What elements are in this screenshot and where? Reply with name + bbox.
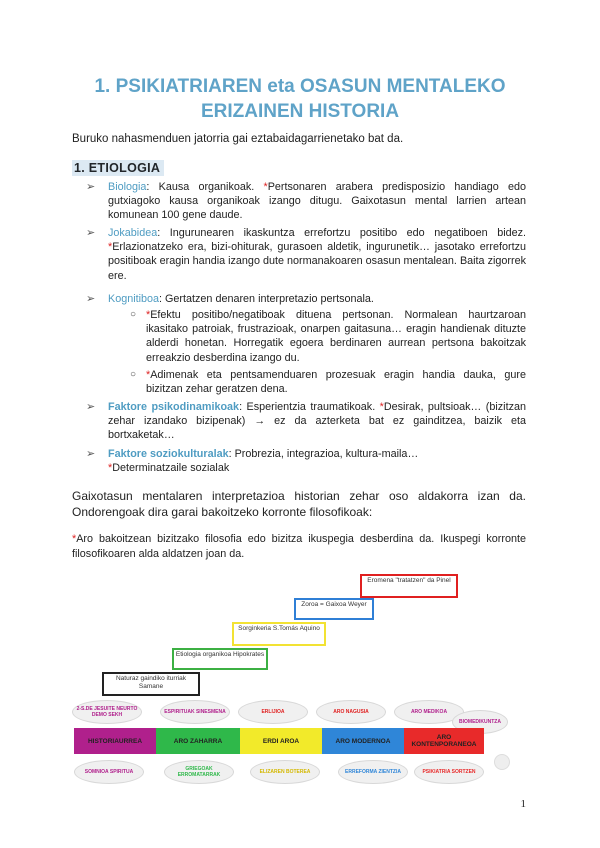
top-oval: ARO NAGUSIA xyxy=(316,700,386,724)
top-oval: ESPIRITUAK SINESMENA xyxy=(160,700,230,724)
bullet-text: : Gertatzen denaren interpretazio pertsonala. xyxy=(159,293,374,305)
arrow-bullet-icon: ➢ xyxy=(86,448,96,460)
top-oval: BIOMEDIKUNTZA xyxy=(452,710,508,734)
history-timeline-diagram xyxy=(60,572,540,787)
era-middle-ages: ERDI AROA xyxy=(240,728,322,754)
bullet-term: Kognitiboa xyxy=(108,293,160,305)
bullet-soziokulturalak xyxy=(86,447,526,475)
intro-text: Buruko nahasmenduen jatorria gai eztabaidagarrienetako bat da. xyxy=(72,133,404,145)
bullet-note: Pertsonaren arabera predisposizio handiago edo gutxiagoko kausa organikoak izango ditugu. Gaixotasun mental larrien artean komunean 100 gene daude. xyxy=(108,181,527,222)
bullet-term: Faktore soziokulturalak xyxy=(108,448,229,460)
bullet-psikodinamikoak xyxy=(86,400,526,443)
bullet-jokabidea xyxy=(86,226,526,283)
bottom-oval: ERREFORMA ZIENTZIA xyxy=(338,760,408,784)
arrow-bullet-icon: ➢ xyxy=(86,401,96,413)
bullet-star: * xyxy=(263,181,268,193)
sub-bullet-2 xyxy=(130,368,526,396)
arrow-bullet-icon: ➢ xyxy=(86,181,96,193)
era-prehistory: HISTORIAURREA xyxy=(74,728,156,754)
era-ancient: ARO ZAHARRA xyxy=(156,728,240,754)
sub-text: Adimenak eta pentsamenduaren prozesuak eragin handia dauka, gure bizitzan zehar geratzen dena. xyxy=(146,369,526,396)
bullet-kognitiboa xyxy=(86,292,526,306)
page-number: 1 xyxy=(520,798,526,810)
era-band xyxy=(74,728,484,754)
paragraph-text: Aro bakoitzean bizitzako filosofia edo bizitza ikuspegia desberdina da. Ikuspegi korronte filosofikoaren alda aldatzen joan da. xyxy=(72,533,526,560)
bottom-oval: SOMNIOA SPIRITUA xyxy=(74,760,144,784)
section-heading: 1. ETIOLOGIA xyxy=(72,160,164,176)
sub-star: * xyxy=(146,369,151,381)
bullet-term: Faktore psikodinamikoak xyxy=(108,401,240,413)
bullet-note: Erlazionatzeko era, bizi-ohiturak, gurasoen aldetik, ingurunetik… jasotako errefortzu positiboak eragin handia izango dute normanakoaren osasun mentalean. Baita zigorrek ere. xyxy=(108,241,526,282)
bullet-star: * xyxy=(108,241,113,254)
small-dot-icon xyxy=(494,754,510,770)
bottom-oval: ELIZAREN BOTEREA xyxy=(250,760,320,784)
bullet-term: Biologia xyxy=(108,181,147,193)
bottom-oval: GRIEGOAK ERROMATARRAK xyxy=(164,760,234,784)
step-box-prehistory: Naturaz gaindiko iturriak Samane xyxy=(102,672,200,696)
bullet-star: * xyxy=(108,462,113,475)
top-oval: ERLIJIOA xyxy=(238,700,308,724)
step-box-contemporary: Eromena "tratatzen" da Pinel xyxy=(360,574,458,598)
era-modern: ARO MODERNOA xyxy=(322,728,404,754)
bullet-star: * xyxy=(379,401,384,413)
sub-bullet-1 xyxy=(130,308,526,365)
paragraph-korronteak: Gaixotasun mentalaren interpretazioa historian zehar oso aldakorra izan da. Ondorengoak dira garai bakoitzeko korronte filosofikoak: xyxy=(72,489,526,519)
page-title xyxy=(60,74,540,124)
circle-bullet-icon: ○ xyxy=(130,309,137,320)
bottom-oval: PSIKIATRIA SORTZEN xyxy=(414,760,484,784)
top-oval: ARO MEDIKOA xyxy=(394,700,464,724)
bullet-text: : Probrezia, integrazioa, kultura-maila… xyxy=(228,448,419,460)
sub-star: * xyxy=(146,309,151,321)
arrow-bullet-icon: ➢ xyxy=(86,227,96,239)
step-box-modern: Zoroa = Gaixoa Weyer xyxy=(294,598,374,620)
step-box-middle-ages: Sorginkeria S.Tomás Aquino xyxy=(232,622,326,646)
bullet-text: : Kausa organikoak. xyxy=(146,181,264,193)
bullet-biologia xyxy=(86,180,527,223)
bullet-text: : Esperientzia traumatikoak. xyxy=(239,401,380,413)
bullet-note: Desirak, pultsioak… (bizitzan zehar izandako bizipenak) → ez da azterketa bat ez gainditzea, baizik eta bortxaketak… xyxy=(108,401,526,442)
paragraph-aroak xyxy=(72,532,526,562)
arrow-bullet-icon: ➢ xyxy=(86,293,96,305)
era-contemporary: ARO KONTENPORANEOA xyxy=(404,728,484,754)
bullet-text: : Ingurunearen ikaskuntza errefortzu positibo edo negatiboen bidez. xyxy=(157,227,526,239)
title-line-2: ERIZAINEN HISTORIA xyxy=(200,101,400,122)
circle-bullet-icon: ○ xyxy=(130,369,137,380)
paragraph-star: * xyxy=(72,533,77,545)
sub-text: Efektu positibo/negatiboak dituena pertsonan. Normalean haurtzaroan ikasitako patroiak, frustrazioak, onarpen gaitasuna… eragin handienak dituzte alderdi honetan. Horregatik egoera berdinaren aurrean pertsona bakoitzak erreakzio desberdina izango du. xyxy=(146,309,526,364)
bullet-note: Determinatzaile sozialak xyxy=(112,462,230,475)
top-oval: 2-S.DE JESUITE NEURTO DEMO SEKH xyxy=(72,700,142,724)
title-line-1: 1. PSIKIATRIAREN eta OSASUN MENTALEKO xyxy=(94,76,506,97)
bullet-term: Jokabidea xyxy=(108,227,158,239)
step-box-ancient: Etiologia organikoa Hipokrates xyxy=(172,648,268,670)
